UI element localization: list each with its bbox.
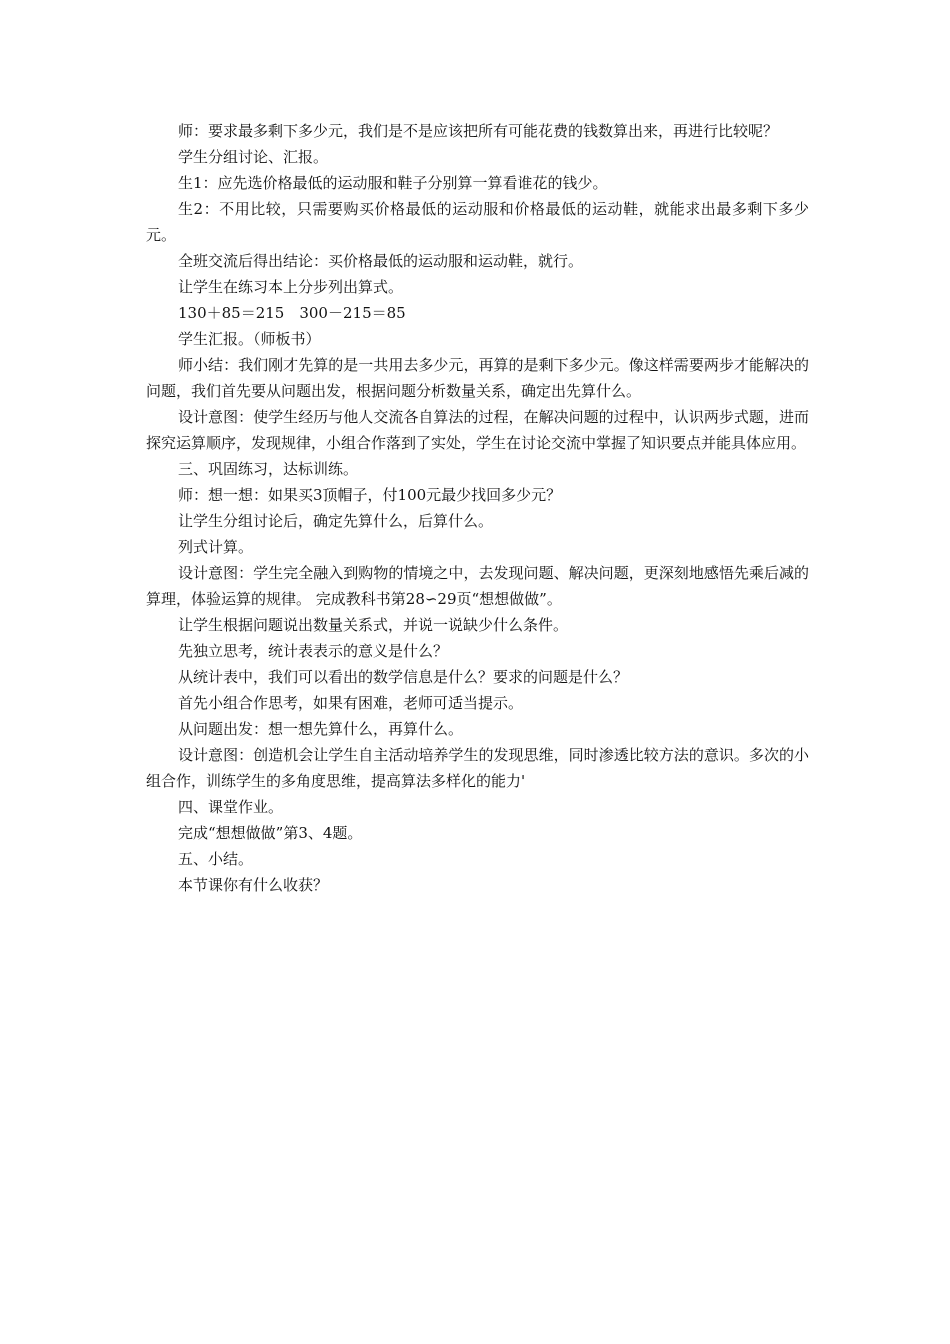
- paragraph: 让学生分组讨论后，确定先算什么，后算什么。: [178, 512, 494, 530]
- paragraph: 让学生在练习本上分步列出算式。: [178, 278, 404, 296]
- paragraph: 生2：不用比较，只需要购买价格最低的运动服和价格最低的运动鞋，就能求出最多剩下多少元。: [146, 200, 809, 244]
- paragraph: 设计意图：创造机会让学生自主活动培养学生的发现思维，同时渗透比较方法的意识。多次的小组合作，训练学生的多角度思维，提高算法多样化的能力': [146, 746, 809, 790]
- paragraph: 师：想一想：如果买3顶帽子，付100元最少找回多少元？: [178, 486, 562, 504]
- paragraph: 本节课你有什么收获？: [178, 876, 329, 894]
- document-body: [146, 118, 809, 898]
- paragraph: 首先小组合作思考，如果有困难，老师可适当提示。: [178, 694, 524, 712]
- equation-line: 130＋85＝215 300－215＝85: [178, 304, 406, 322]
- section-heading: 五、小结。: [178, 850, 254, 868]
- paragraph: 从统计表中，我们可以看出的数学信息是什么？要求的问题是什么？: [178, 668, 629, 686]
- paragraph: 师：要求最多剩下多少元，我们是不是应该把所有可能花费的钱数算出来，再进行比较呢？: [178, 122, 779, 140]
- section-heading: 四、课堂作业。: [178, 798, 284, 816]
- paragraph: 设计意图：学生完全融入到购物的情境之中，去发现问题、解决问题，更深刻地感悟先乘后减的算理，体验运算的规律。 完成教科书第28∽29页“想想做做”。: [146, 564, 809, 608]
- paragraph: 让学生根据问题说出数量关系式，并说一说缺少什么条件。: [178, 616, 569, 634]
- paragraph: 学生汇报。（师板书）: [178, 330, 321, 348]
- paragraph: 完成“想想做做”第3、4题。: [178, 824, 363, 842]
- paragraph: 师小结：我们刚才先算的是一共用去多少元，再算的是剩下多少元。像这样需要两步才能解决的问题，我们首先要从问题出发，根据问题分析数量关系，确定出先算什么。: [146, 356, 809, 400]
- section-heading: 三、巩固练习，达标训练。: [178, 460, 359, 478]
- paragraph: 先独立思考，统计表表示的意义是什么？: [178, 642, 449, 660]
- paragraph: 全班交流后得出结论：买价格最低的运动服和运动鞋，就行。: [178, 252, 584, 270]
- paragraph: 列式计算。: [178, 538, 254, 556]
- paragraph: 生1：应先选价格最低的运动服和鞋子分别算一算看谁花的钱少。: [178, 174, 608, 192]
- paragraph: 从问题出发：想一想先算什么，再算什么。: [178, 720, 464, 738]
- paragraph: 学生分组讨论、汇报。: [178, 148, 329, 166]
- paragraph: 设计意图：使学生经历与他人交流各自算法的过程，在解决问题的过程中，认识两步式题，进而探究运算顺序，发现规律，小组合作落到了实处，学生在讨论交流中掌握了知识要点并能具体应用。: [146, 408, 809, 452]
